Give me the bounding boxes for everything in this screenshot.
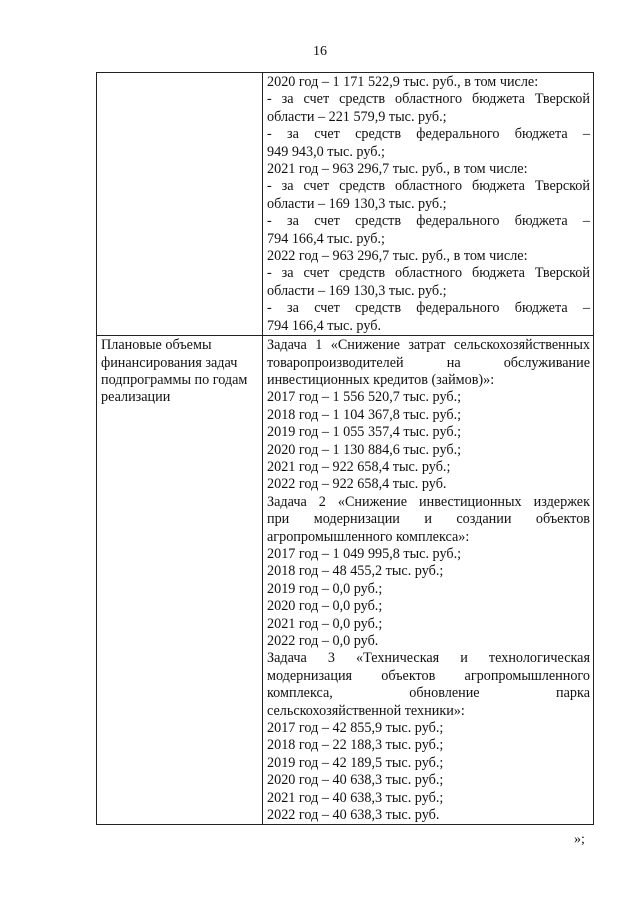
text-line: 2020 год – 1 130 884,6 тыс. руб.;: [267, 441, 462, 458]
page-number: 16: [313, 44, 327, 59]
table-row: [97, 73, 594, 336]
text-line: 2018 год – 22 188,3 тыс. руб.;: [267, 737, 444, 754]
text-line: 2018 год – 1 104 367,8 тыс. руб.;: [267, 406, 462, 423]
row1-right-cell: [263, 73, 594, 336]
closing-quote-mark: »;: [574, 832, 585, 847]
text-line: Задача 2 «Снижение инвестиционных издержек: [267, 493, 590, 510]
row2-left-cell: [97, 336, 263, 825]
row1-left-cell: [97, 73, 263, 336]
text-line: - за счет средств федерального бюджета –: [267, 126, 590, 143]
text-line: 2020 год – 1 171 522,9 тыс. руб., в том числе:: [267, 74, 539, 90]
text-line: 2022 год – 922 658,4 тыс. руб.: [267, 476, 447, 493]
text-line: 2021 год – 963 296,7 тыс. руб., в том числе:: [267, 161, 528, 178]
text-line: области – 169 130,3 тыс. руб.;: [267, 282, 447, 299]
text-line: сельскохозяйственной техники»:: [267, 702, 465, 719]
text-line: - за счет средств областного бюджета Тверской: [267, 178, 590, 195]
text-line: 794 166,4 тыс. руб.: [267, 317, 381, 334]
text-line: 2020 год – 40 638,3 тыс. руб.;: [267, 772, 444, 789]
text-line: - за счет средств областного бюджета Тверской: [267, 265, 590, 282]
text-line: 2017 год – 42 855,9 тыс. руб.;: [267, 720, 444, 737]
text-line: области – 169 130,3 тыс. руб.;: [267, 195, 447, 212]
text-line: товаропроизводителей на обслуживание: [267, 354, 590, 371]
text-line: 794 166,4 тыс. руб.;: [267, 230, 385, 247]
text-line: комплекса, обновление парка: [267, 685, 590, 702]
text-line: при модернизации и создании объектов: [267, 511, 590, 528]
text-line: Задача 1 «Снижение затрат сельскохозяйственных: [267, 337, 590, 354]
text-line: 2022 год – 40 638,3 тыс. руб.: [267, 807, 440, 824]
text-line: агропромышленного комплекса»:: [267, 528, 470, 545]
text-line: - за счет средств федерального бюджета –: [267, 213, 590, 230]
text-line: 949 943,0 тыс. руб.;: [267, 143, 385, 160]
text-line: Задача 3 «Техническая и технологическая: [267, 650, 590, 667]
text-line: Плановые объемы: [101, 337, 212, 354]
financing-table: [96, 72, 594, 825]
text-line: области – 221 579,9 тыс. руб.;: [267, 108, 447, 125]
text-line: 2019 год – 1 055 357,4 тыс. руб.;: [267, 424, 462, 441]
text-line: 2022 год – 963 296,7 тыс. руб., в том числе:: [267, 248, 528, 265]
text-line: инвестиционных кредитов (займов)»:: [267, 371, 495, 388]
text-line: 2021 год – 0,0 руб.;: [267, 615, 383, 632]
text-line: 2021 год – 922 658,4 тыс. руб.;: [267, 458, 451, 475]
text-line: - за счет средств федерального бюджета –: [267, 300, 590, 317]
row2-right-cell: [263, 336, 594, 825]
text-line: 2022 год – 0,0 руб.: [267, 633, 379, 649]
text-line: модернизация объектов агропромышленного: [267, 667, 590, 684]
text-line: подпрограммы по годам: [101, 371, 248, 388]
text-line: - за счет средств областного бюджета Тверской: [267, 91, 590, 108]
text-line: 2020 год – 0,0 руб.;: [267, 598, 383, 615]
text-line: 2017 год – 1 556 520,7 тыс. руб.;: [267, 389, 462, 406]
text-line: 2021 год – 40 638,3 тыс. руб.;: [267, 789, 444, 806]
text-line: 2017 год – 1 049 995,8 тыс. руб.;: [267, 545, 462, 562]
text-line: 2019 год – 0,0 руб.;: [267, 580, 383, 597]
text-line: реализации: [101, 389, 171, 406]
text-line: 2018 год – 48 455,2 тыс. руб.;: [267, 563, 444, 580]
text-line: финансирования задач: [101, 354, 238, 371]
text-line: 2019 год – 42 189,5 тыс. руб.;: [267, 754, 444, 771]
table-row: [97, 336, 594, 825]
